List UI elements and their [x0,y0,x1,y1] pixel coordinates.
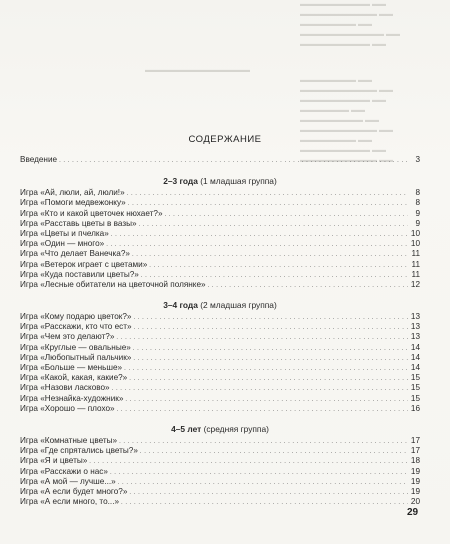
section-heading-group: (1 младшая группа) [197,176,277,187]
toc-entry-label: Игра «Расставь цветы в вазы» [20,218,137,228]
toc-entry-page: 14 [410,363,420,372]
toc-entry-label: Игра «Один — много» [20,239,105,249]
toc-row[interactable] [20,219,420,229]
toc-entry-page: 13 [410,332,420,342]
section-heading [20,299,420,311]
table-of-contents [20,155,420,507]
toc-entry-page: 11 [411,259,420,269]
bleed-through-heading: ▬▬▬▬▬▬▬▬▬▬▬▬▬▬▬ [145,67,250,74]
section-heading-age: 3–4 года [163,300,198,311]
toc-entry-label: Игра «Расскажи, кто что ест» [20,322,132,332]
toc-entry-label: Игра «А мой — лучше...» [20,476,116,486]
toc-entry-label: Игра «Ай, люли, ай, люли!» [20,188,125,198]
bleed-through-text: ▬▬▬▬▬▬▬▬▬▬ ▬▬ ▬▬▬▬▬▬▬▬▬▬▬ ▬▬ ▬▬▬▬▬▬▬▬ ▬▬ ▬▬▬▬▬▬▬▬▬▬▬▬ ▬▬ ▬▬▬▬▬▬▬▬▬▬ ▬▬ [300,1,400,48]
toc-entry-label: Игра «Ветерок играет с цветами» [20,259,148,269]
toc-row[interactable] [20,270,420,280]
toc-row-intro[interactable] [20,155,420,165]
section-heading-age: 2–3 года [163,176,198,187]
toc-entry-label: Игра «Круглые — овальные» [20,342,131,352]
toc-entry-page: 11 [411,269,420,279]
toc-entry-label: Игра «Кто и какой цветочек нюхает?» [20,208,163,218]
section-heading-age: 4–5 лет [171,423,202,434]
toc-row[interactable] [20,436,420,446]
dot-leader [59,155,408,166]
toc-entry-label: Игра «Хорошо — плохо» [20,403,115,413]
toc-entry-label: Игра «Больше — меньше» [20,363,123,372]
toc-entry-page: 13 [410,322,420,332]
toc-entry-label: Игра «Комнатные цветы» [20,435,118,445]
section-heading-group: (средняя группа) [201,423,269,434]
toc-entry-page: 10 [410,228,420,238]
toc-entry-label: Введение [20,155,58,164]
bleed-through-text-2: ▬▬▬▬▬▬▬▬ ▬▬ ▬▬▬▬▬▬▬▬▬▬▬ ▬▬ ▬▬▬▬▬▬▬▬▬▬ ▬▬ ▬▬▬▬▬▬▬ ▬▬ ▬▬▬▬▬▬▬▬▬ ▬▬ ▬▬▬▬▬▬▬▬▬▬▬ ▬▬ ▬▬▬▬▬▬▬▬ ▬▬ ▬▬▬▬▬▬▬▬▬▬ ▬▬ ▬▬▬▬▬▬▬▬▬▬▬ ▬▬ [300,77,393,164]
toc-row[interactable] [20,373,420,383]
toc-row[interactable] [20,312,420,322]
toc-entry-page: 20 [410,497,420,507]
toc-row[interactable] [20,239,420,249]
toc-row[interactable] [20,198,420,208]
toc-entry-label: Игра «Расскажи о нас» [20,466,108,476]
toc-row[interactable] [20,467,420,477]
toc-entry-page: 14 [410,342,420,352]
toc-title: СОДЕРЖАНИЕ [188,134,262,145]
toc-row[interactable] [20,188,420,198]
toc-row[interactable] [20,260,420,270]
section-heading [20,175,420,187]
toc-row[interactable] [20,322,420,332]
toc-entry-label: Игра «Кому подарю цветок?» [20,312,132,322]
toc-row[interactable] [20,497,420,507]
toc-entry-label: Игра «Какой, какая, какие?» [20,373,128,383]
toc-entry-label: Игра «Незнайка-художник» [20,393,124,403]
toc-entry-label: Игра «А если много, то...» [20,497,120,507]
page-number: 29 [407,507,419,518]
toc-row[interactable] [20,394,420,404]
toc-entry-label: Игра «Куда поставили цветы?» [20,269,139,279]
dot-leader [208,280,408,291]
toc-row[interactable] [20,229,420,239]
toc-row[interactable] [20,404,420,414]
toc-entry-label: Игра «Лесные обитатели на цветочной полянке» [20,279,206,289]
toc-entry-label: Игра «Что делает Ванечка?» [20,249,130,259]
toc-row[interactable] [20,353,420,363]
toc-row[interactable] [20,487,420,497]
toc-entry-label: Игра «Помоги медвежонку» [20,198,126,208]
toc-entry-label: Игра «Чем это делают?» [20,332,115,342]
toc-row[interactable] [20,477,420,487]
toc-entry-page: 18 [410,456,420,466]
toc-sections [20,175,420,507]
toc-row[interactable] [20,332,420,342]
toc-entry-page: 19 [410,476,420,486]
toc-entry-label: Игра «Цветы и пчелка» [20,228,109,238]
toc-entry-page: 19 [410,486,420,496]
toc-row[interactable] [20,280,420,290]
toc-entry-page: 12 [410,279,420,289]
toc-row[interactable] [20,363,420,373]
toc-entry-page: 17 [410,435,420,445]
toc-entry-page: 19 [410,466,420,476]
toc-entry-page: 10 [410,239,420,249]
toc-entry-label: Игра «А если будет много?» [20,486,128,496]
toc-entry-label: Игра «Где спрятались цветы?» [20,446,138,456]
toc-entry-page: 8 [415,188,420,198]
toc-entry-page: 11 [411,249,420,259]
toc-entry-label: Игра «Назови ласково» [20,383,110,393]
toc-entry-page: 3 [415,155,420,164]
toc-entry-page: 15 [410,373,420,383]
toc-row[interactable] [20,249,420,259]
toc-entry-page: 9 [415,218,420,228]
toc-entry-page: 9 [415,208,420,218]
dot-leader [121,497,408,508]
toc-entry-page: 14 [410,352,420,362]
toc-entry-page: 17 [410,446,420,456]
toc-entry-label: Игра «Любопытный пальчик» [20,352,132,362]
toc-row[interactable] [20,209,420,219]
dot-leader [117,404,408,415]
toc-row[interactable] [20,343,420,353]
toc-entry-page: 8 [415,198,420,208]
toc-entry-page: 16 [410,403,420,413]
toc-entry-page: 15 [410,393,420,403]
toc-entry-label: Игра «Я и цветы» [20,456,88,466]
toc-row[interactable] [20,383,420,393]
toc-entry-page: 13 [410,312,420,322]
section-heading [20,423,420,435]
toc-row[interactable] [20,446,420,456]
toc-entry-page: 15 [410,383,420,393]
toc-row[interactable] [20,456,420,466]
section-heading-group: (2 младшая группа) [197,300,277,311]
